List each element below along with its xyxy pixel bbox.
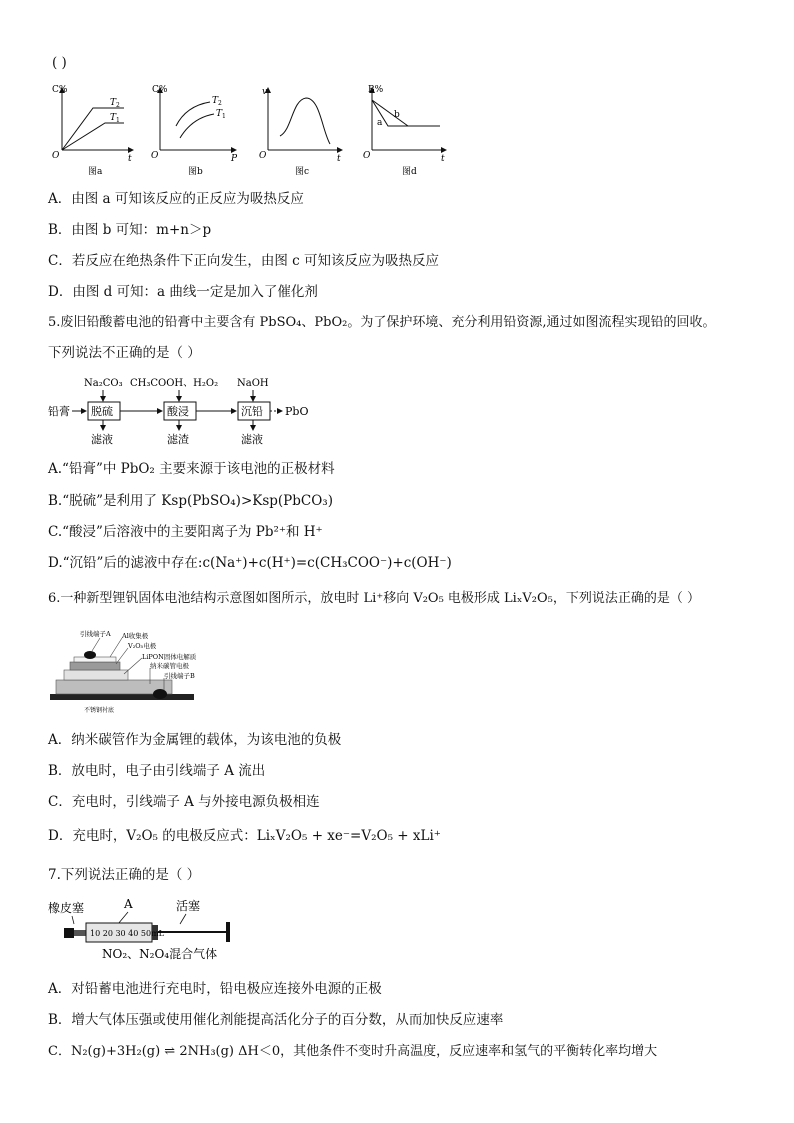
graph-d-xlabel: t [441, 154, 445, 164]
q5-flowchart [0, 368, 794, 448]
graph-d-curve-a: a [377, 118, 383, 128]
q7-syringe-diagram [0, 894, 794, 974]
q6-battery-diagram [0, 624, 794, 714]
graph-b-t1: T [216, 109, 223, 119]
label-v2o5: V₂O₅电极 [128, 642, 157, 650]
graph-a-t1-sub: 1 [116, 117, 120, 124]
rubber-stopper [64, 928, 74, 938]
q7-option-b: B．增大气体压强或使用催化剂能提高活化分子的百分数，从而加快反应速率 [48, 1012, 504, 1028]
flow-reagent-3: NaOH [237, 378, 269, 389]
q4-option-d: D．由图 d 可知：a 曲线一定是加入了催化剂 [48, 284, 318, 300]
q5-stem-line1: 5.废旧铅酸蓄电池的铅膏中主要含有 PbSO₄、PbO₂。为了保护环境、充分利用铅资源,通过如图流程实现铅的回收。 [48, 315, 716, 330]
syringe-stopper-label: 橡皮塞 [48, 901, 85, 915]
q7-stem: 7.下列说法正确的是（ ） [48, 867, 201, 883]
graph-d [363, 85, 446, 177]
q7-option-c: C．N₂(g)+3H₂(g) ⇌ 2NH₃(g) ΔH＜0，其他条件不变时升高温度，反应速率和氢气的平衡转化率均增大 [48, 1044, 658, 1059]
graph-d-ylabel: B% [368, 85, 384, 95]
label-lipon: LiPON固体电解质 [142, 653, 197, 661]
label-substrate: 不锈钢衬底 [84, 707, 115, 714]
q6-option-c: C．充电时，引线端子 A 与外接电源负极相连 [48, 794, 320, 810]
flow-reagent-1: Na₂CO₃ [84, 378, 123, 389]
syringe-piston-label: 活塞 [176, 899, 201, 913]
flow-box-1-label: 脱硫 [91, 405, 113, 418]
q5-option-c: C.“酸浸”后溶液中的主要阳离子为 Pb²⁺和 H⁺ [48, 524, 323, 540]
graph-d-curve-b: b [394, 110, 400, 120]
label-nanotube: 纳米碳管电极 [150, 662, 189, 670]
q6-option-b: B．放电时，电子由引线端子 A 流出 [48, 763, 266, 779]
q4-graphs [0, 78, 794, 188]
graph-c-ylabel: v [262, 87, 268, 97]
q4-option-c: C．若反应在绝热条件下正向发生，由图 c 可知该反应为吸热反应 [48, 253, 439, 269]
label-terminal-b: 引线端子B [164, 672, 195, 680]
graph-b-xlabel: P [231, 154, 238, 164]
q6-option-d: D．充电时，V₂O₅ 的电极反应式：LiₓV₂O₅ + xe⁻=V₂O₅ + xLi⁺ [48, 828, 441, 844]
flow-start: 铅膏 [48, 405, 70, 418]
q4-option-a: A．由图 a 可知该反应的正反应为吸热反应 [48, 191, 304, 207]
graph-c-caption: 图c [295, 167, 310, 177]
q7-option-a: A．对铅蓄电池进行充电时，铅电极应连接外电源的正极 [48, 981, 382, 997]
graph-a-t2-sub: 2 [116, 102, 120, 109]
flow-out-1: 滤液 [91, 433, 113, 446]
lipon-electrolyte [64, 670, 128, 680]
graph-b-t1-sub: 1 [222, 113, 226, 120]
graph-b-origin: O [151, 151, 159, 161]
graph-b-caption: 图b [188, 167, 203, 177]
q5-stem-line2: 下列说法不正确的是（ ） [48, 345, 201, 361]
q6-stem: 6.一种新型锂钒固体电池结构示意图如图所示，放电时 Li⁺移向 V₂O₅ 电极形成 LiₓV₂O₅，下列说法正确的是（ ） [48, 591, 700, 606]
graph-a-ylabel: C% [52, 85, 68, 95]
q5-option-d: D.“沉铅”后的滤液中存在:c(Na⁺)+c(H⁺)=c(CH₃COO⁻)+c(OH⁻) [48, 555, 452, 571]
graph-c [259, 87, 342, 177]
label-al-collector: Al收集极 [122, 632, 149, 640]
q5-option-b: B.“脱硫”是利用了 Ksp(PbSO₄)>Ksp(PbCO₃) [48, 493, 333, 509]
graph-a-t2: T [110, 98, 117, 108]
terminal-a [84, 651, 96, 659]
flow-out-2: 滤渣 [167, 433, 189, 446]
stainless-substrate [50, 694, 194, 700]
flow-reagent-2: CH₃COOH、H₂O₂ [130, 378, 219, 389]
graph-a-caption: 图a [88, 167, 103, 177]
q6-option-a: A．纳米碳管作为金属锂的载体，为该电池的负极 [48, 732, 342, 748]
graph-a-t1: T [110, 113, 117, 123]
label-terminal-a: 引线端子A [80, 630, 111, 638]
flow-end: PbO [285, 405, 309, 418]
q5-option-a: A.“铅膏”中 PbO₂ 主要来源于该电池的正极材料 [48, 461, 335, 477]
graph-d-caption: 图d [402, 167, 417, 177]
graph-b-ylabel: C% [152, 85, 168, 95]
q4-paren: ( ) [52, 55, 67, 71]
graph-a-xlabel: t [128, 154, 132, 164]
terminal-b [153, 689, 167, 699]
graph-b [151, 85, 238, 177]
graph-c-xlabel: t [337, 154, 341, 164]
v2o5-electrode [70, 662, 120, 670]
graph-d-origin: O [363, 151, 371, 161]
al-collector [74, 657, 116, 662]
flow-box-2-label: 酸浸 [167, 405, 189, 418]
graph-c-origin: O [259, 151, 267, 161]
syringe-scale: 10 20 30 40 50mL [90, 929, 164, 938]
graph-b-t2-sub: 2 [218, 100, 222, 107]
q4-option-b: B．由图 b 可知：m+n＞p [48, 222, 212, 238]
graph-a [52, 85, 133, 177]
flow-box-3-label: 沉铅 [241, 405, 263, 418]
syringe-gas-label: NO₂、N₂O₄混合气体 [102, 947, 218, 961]
flow-out-3: 滤液 [241, 433, 263, 446]
graph-a-origin: O [52, 151, 60, 161]
syringe-a-label: A [124, 897, 133, 911]
graph-b-t2: T [212, 96, 219, 106]
